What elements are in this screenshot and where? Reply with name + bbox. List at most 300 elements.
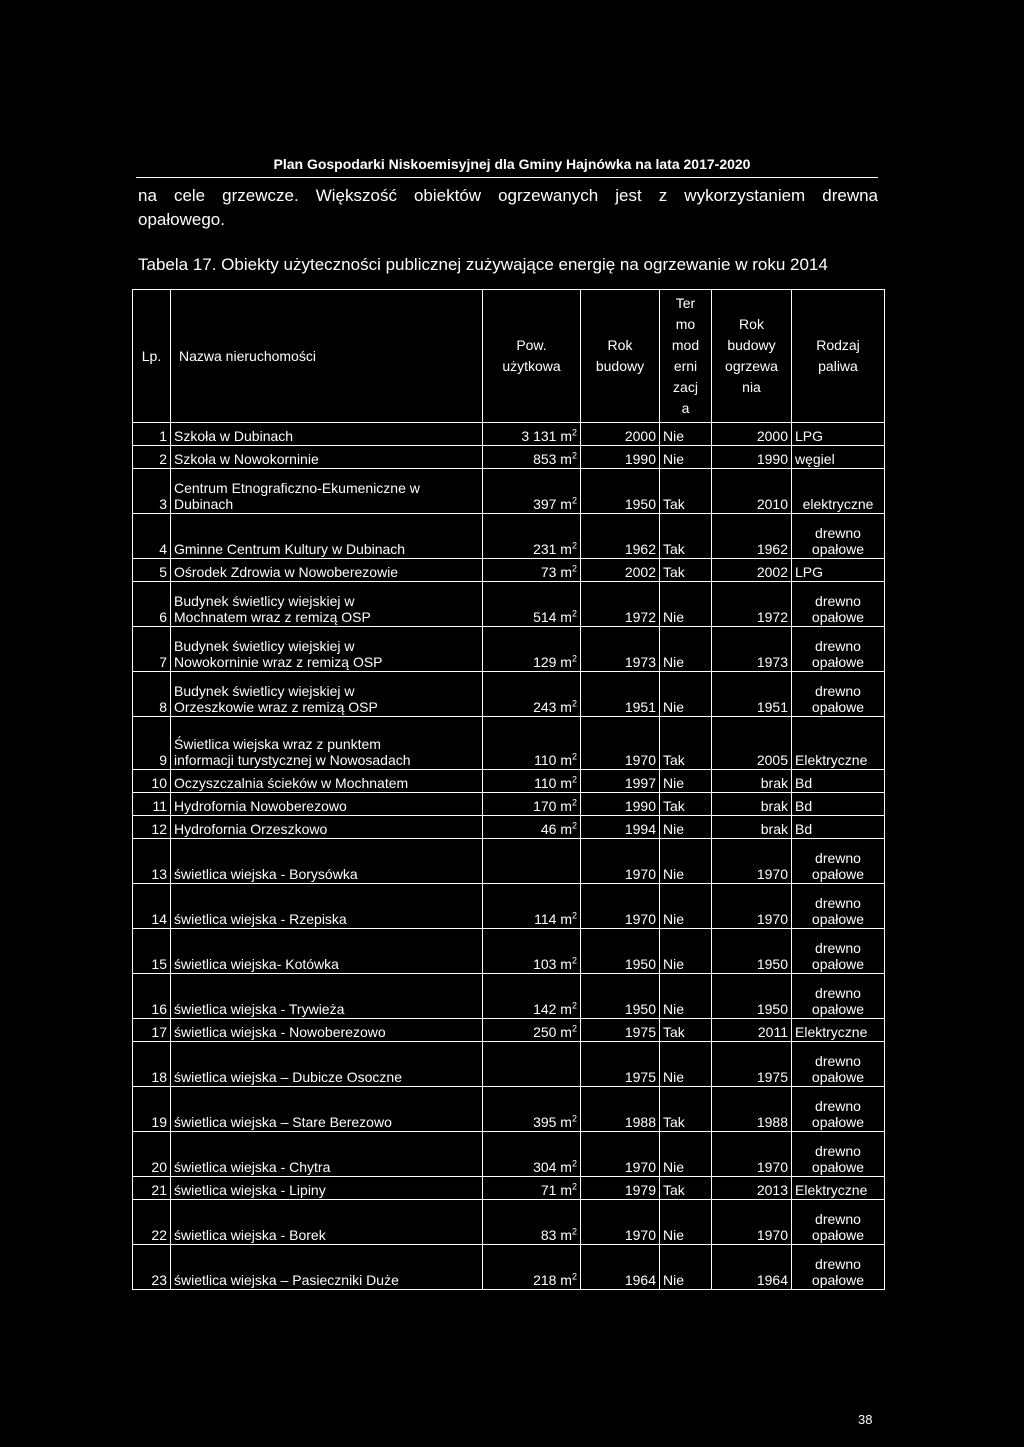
fuel-type-line-2: Elektryczne	[795, 752, 868, 768]
building-name-line-2: Dubinach	[174, 496, 234, 512]
fuel-type-line-2: opałowe	[811, 609, 865, 625]
cell-lp	[133, 423, 171, 446]
area-unit-exponent: 2	[571, 797, 577, 808]
cell-area	[483, 717, 581, 770]
area-unit-exponent: 2	[571, 820, 577, 831]
heating-year: 2011	[757, 1024, 788, 1040]
cell-lp	[133, 1019, 171, 1042]
construction-year: 1973	[624, 654, 656, 670]
cell-lp	[133, 1177, 171, 1200]
fuel-type-line-1: drewno	[815, 1098, 861, 1114]
cell-year	[581, 559, 660, 582]
table-row	[133, 559, 885, 582]
building-name-line-2: świetlica wiejska – Stare Berezowo	[174, 1114, 392, 1130]
cell-fuel	[792, 582, 885, 627]
row-number: 12	[151, 821, 167, 837]
cell-heating-year	[712, 1019, 792, 1042]
heating-year: 1951	[756, 699, 788, 715]
cell-year	[581, 582, 660, 627]
cell-fuel	[792, 717, 885, 770]
thermomodernization: Tak	[663, 752, 685, 768]
building-name-line-2: świetlica wiejska - Borek	[174, 1227, 326, 1243]
thermomodernization: Nie	[663, 1159, 685, 1175]
fuel-type-line-2: opałowe	[811, 1227, 865, 1243]
fuel-type-line-2: opałowe	[811, 911, 865, 927]
cell-name	[171, 884, 483, 929]
cell-thermo	[660, 672, 712, 717]
fuel-type-line-2: opałowe	[811, 956, 865, 972]
construction-year: 1950	[624, 956, 656, 972]
usable-area: 250 m	[533, 1024, 572, 1040]
thermomodernization: Nie	[663, 1227, 685, 1243]
cell-year	[581, 1177, 660, 1200]
cell-name	[171, 1042, 483, 1087]
construction-year: 1994	[624, 821, 656, 837]
cell-lp	[133, 446, 171, 469]
cell-area	[483, 839, 581, 884]
heating-year: 1972	[756, 609, 788, 625]
cell-year	[581, 839, 660, 884]
thermomodernization: Tak	[663, 1024, 685, 1040]
cell-heating-year	[712, 1042, 792, 1087]
construction-year: 1950	[624, 1001, 656, 1017]
cell-fuel	[792, 1132, 885, 1177]
building-name-line-2: świetlica wiejska – Dubicze Osoczne	[174, 1069, 402, 1085]
row-number: 4	[159, 541, 167, 557]
thermomodernization: Nie	[663, 821, 685, 837]
row-number: 3	[159, 496, 167, 512]
heating-year: 2013	[756, 1182, 788, 1198]
cell-name	[171, 1200, 483, 1245]
building-name-line-2: Nowokorninie wraz z remizą OSP	[174, 654, 383, 670]
usable-area: 103 m	[533, 956, 572, 972]
row-number: 9	[159, 752, 167, 768]
thermomodernization: Nie	[663, 451, 685, 467]
table-row	[133, 770, 885, 793]
cell-name	[171, 514, 483, 559]
thermomodernization: Nie	[663, 866, 685, 882]
cell-fuel	[792, 929, 885, 974]
heating-year: 1975	[756, 1069, 788, 1085]
cell-heating-year	[712, 770, 792, 793]
cell-name	[171, 627, 483, 672]
cell-lp	[133, 839, 171, 884]
cell-fuel	[792, 839, 885, 884]
usable-area: 71 m	[540, 1182, 572, 1198]
table-caption: Tabela 17. Obiekty użyteczności publicznej zużywające energię na ogrzewanie w roku 2014	[138, 255, 828, 274]
cell-lp	[133, 1042, 171, 1087]
row-number: 7	[159, 654, 167, 670]
construction-year: 1990	[624, 798, 656, 814]
area-unit-exponent: 2	[571, 955, 577, 966]
thermomodernization: Tak	[663, 541, 685, 557]
heating-year: 2005	[756, 752, 788, 768]
table-row	[133, 839, 885, 884]
cell-fuel	[792, 884, 885, 929]
cell-area	[483, 559, 581, 582]
fuel-type-line-2: elektryczne	[802, 496, 874, 512]
usable-area: 73 m	[540, 564, 572, 580]
cell-thermo	[660, 1042, 712, 1087]
usable-area: 83 m	[540, 1227, 572, 1243]
heating-year: 1988	[756, 1114, 788, 1130]
cell-name	[171, 1132, 483, 1177]
cell-thermo	[660, 1177, 712, 1200]
cell-thermo	[660, 1200, 712, 1245]
cell-name	[171, 582, 483, 627]
fuel-type-line-1: drewno	[815, 525, 861, 541]
construction-year: 1975	[624, 1069, 656, 1085]
area-unit-exponent: 2	[571, 1023, 577, 1034]
page-number: 38	[858, 1412, 873, 1427]
fuel-type-line-1: drewno	[815, 638, 861, 654]
usable-area: 853 m	[533, 451, 572, 467]
table-row	[133, 627, 885, 672]
cell-year	[581, 1087, 660, 1132]
fuel-type-line-2: Bd	[795, 775, 813, 791]
building-name-line-1: Świetlica wiejska wraz z punktem	[174, 736, 381, 752]
construction-year: 1950	[624, 496, 656, 512]
building-name-line-2: informacji turystycznej w Nowosadach	[174, 752, 411, 768]
usable-area: 129 m	[533, 654, 572, 670]
cell-thermo	[660, 514, 712, 559]
thermomodernization: Nie	[663, 775, 685, 791]
thermomodernization: Tak	[663, 1182, 685, 1198]
table-row	[133, 929, 885, 974]
heating-year: brak	[760, 821, 788, 837]
thermomodernization: Nie	[663, 699, 685, 715]
cell-area	[483, 1042, 581, 1087]
table-row	[133, 514, 885, 559]
construction-year: 1964	[624, 1272, 656, 1288]
cell-year	[581, 816, 660, 839]
row-number: 21	[151, 1182, 167, 1198]
fuel-type-line-2: opałowe	[811, 699, 865, 715]
cell-fuel	[792, 1087, 885, 1132]
usable-area: 514 m	[533, 609, 572, 625]
row-number: 16	[151, 1001, 167, 1017]
usable-area: 3 131 m	[521, 428, 572, 444]
building-name-line-2: Mochnatem wraz z remizą OSP	[174, 609, 371, 625]
construction-year: 1962	[624, 541, 656, 557]
building-name-line-2: świetlica wiejska - Chytra	[174, 1159, 331, 1175]
fuel-type-line-1: drewno	[815, 1053, 861, 1069]
row-number: 5	[159, 564, 167, 580]
fuel-type-line-2: węgiel	[795, 451, 835, 467]
cell-heating-year	[712, 974, 792, 1019]
cell-area	[483, 423, 581, 446]
cell-heating-year	[712, 793, 792, 816]
cell-lp	[133, 974, 171, 1019]
construction-year: 1997	[624, 775, 656, 791]
cell-thermo	[660, 717, 712, 770]
cell-heating-year	[712, 1245, 792, 1290]
cell-heating-year	[712, 559, 792, 582]
usable-area: 142 m	[533, 1001, 572, 1017]
usable-area: 231 m	[533, 541, 572, 557]
cell-area	[483, 1245, 581, 1290]
cell-year	[581, 717, 660, 770]
cell-fuel	[792, 1245, 885, 1290]
building-name-line-1: Oczyszczalnia ścieków w Mochnatem	[174, 775, 409, 791]
construction-year: 1979	[624, 1182, 656, 1198]
cell-area	[483, 627, 581, 672]
usable-area: 397 m	[533, 496, 572, 512]
cell-thermo	[660, 469, 712, 514]
row-number: 20	[151, 1159, 167, 1175]
cell-heating-year	[712, 1132, 792, 1177]
heating-year: 1964	[756, 1272, 788, 1288]
cell-year	[581, 793, 660, 816]
cell-year	[581, 1042, 660, 1087]
cell-thermo	[660, 1019, 712, 1042]
row-number: 17	[151, 1024, 167, 1040]
cell-fuel	[792, 816, 885, 839]
fuel-type-line-1: drewno	[815, 1211, 861, 1227]
cell-area	[483, 929, 581, 974]
cell-lp	[133, 793, 171, 816]
table-row	[133, 884, 885, 929]
row-number: 23	[151, 1272, 167, 1288]
table-row	[133, 1042, 885, 1087]
cell-lp	[133, 559, 171, 582]
heating-year: 1950	[756, 1001, 788, 1017]
construction-year: 1970	[624, 911, 656, 927]
fuel-type-line-2: Elektryczne	[795, 1182, 868, 1198]
cell-name	[171, 717, 483, 770]
heating-year: 1970	[756, 1159, 788, 1175]
usable-area: 304 m	[533, 1159, 572, 1175]
thermomodernization: Tak	[663, 564, 685, 580]
building-name-line-1: Ośrodek Zdrowia w Nowoberezowie	[174, 564, 399, 580]
usable-area: 170 m	[533, 798, 572, 814]
thermomodernization: Nie	[663, 609, 685, 625]
cell-area	[483, 446, 581, 469]
cell-name	[171, 839, 483, 884]
cell-name	[171, 469, 483, 514]
row-number: 14	[151, 911, 167, 927]
cell-area	[483, 884, 581, 929]
cell-heating-year	[712, 929, 792, 974]
cell-fuel	[792, 770, 885, 793]
col-header-heating-year: Rok budowy ogrzewa nia	[712, 290, 792, 423]
area-unit-exponent: 2	[571, 540, 577, 551]
cell-year	[581, 1245, 660, 1290]
area-unit-exponent: 2	[571, 427, 577, 438]
cell-area	[483, 514, 581, 559]
heating-year: 1973	[756, 654, 788, 670]
fuel-type-line-1: drewno	[815, 895, 861, 911]
cell-name	[171, 793, 483, 816]
area-unit-exponent: 2	[571, 450, 577, 461]
thermomodernization: Nie	[663, 428, 685, 444]
cell-heating-year	[712, 816, 792, 839]
table-row	[133, 1177, 885, 1200]
cell-thermo	[660, 770, 712, 793]
cell-year	[581, 514, 660, 559]
cell-fuel	[792, 469, 885, 514]
fuel-type-line-2: Bd	[795, 798, 813, 814]
cell-name	[171, 1087, 483, 1132]
row-number: 8	[159, 699, 167, 715]
building-name-line-2: świetlica wiejska - Trywieża	[174, 1001, 345, 1017]
thermomodernization: Nie	[663, 1001, 685, 1017]
cell-name	[171, 1177, 483, 1200]
building-name-line-1: Budynek świetlicy wiejskiej w	[174, 638, 355, 654]
cell-fuel	[792, 672, 885, 717]
usable-area: 243 m	[533, 699, 572, 715]
cell-name	[171, 929, 483, 974]
cell-thermo	[660, 974, 712, 1019]
intro-line-1: na cele grzewcze. Większość obiektów ogrzewanych jest z wykorzystaniem drewna	[138, 186, 878, 205]
area-unit-exponent: 2	[571, 608, 577, 619]
cell-year	[581, 423, 660, 446]
cell-lp	[133, 770, 171, 793]
cell-area	[483, 1132, 581, 1177]
building-name-line-1: Centrum Etnograficzno-Ekumeniczne w	[174, 480, 420, 496]
construction-year: 1975	[624, 1024, 656, 1040]
cell-year	[581, 974, 660, 1019]
cell-heating-year	[712, 469, 792, 514]
thermomodernization: Nie	[663, 654, 685, 670]
table-row	[133, 1019, 885, 1042]
fuel-type-line-1: drewno	[815, 593, 861, 609]
building-name-line-1: Budynek świetlicy wiejskiej w	[174, 593, 355, 609]
fuel-type-line-1: drewno	[815, 850, 861, 866]
cell-heating-year	[712, 582, 792, 627]
cell-lp	[133, 816, 171, 839]
heating-year: 1950	[756, 956, 788, 972]
cell-area	[483, 1177, 581, 1200]
fuel-type-line-1: drewno	[815, 985, 861, 1001]
cell-lp	[133, 627, 171, 672]
cell-year	[581, 1200, 660, 1245]
document-header-title: Plan Gospodarki Niskoemisyjnej dla Gminy Hajnówka na lata 2017-2020	[273, 156, 751, 172]
cell-name	[171, 446, 483, 469]
fuel-type-line-2: Bd	[795, 821, 813, 837]
building-name-line-2: Gminne Centrum Kultury w Dubinach	[174, 541, 406, 557]
building-name-line-1: Szkoła w Nowokorninie	[174, 451, 319, 467]
usable-area: 110 m	[534, 752, 572, 768]
building-name-line-2: świetlica wiejska - Borysówka	[174, 866, 358, 882]
cell-fuel	[792, 446, 885, 469]
cell-year	[581, 672, 660, 717]
cell-heating-year	[712, 1177, 792, 1200]
cell-name	[171, 423, 483, 446]
cell-year	[581, 770, 660, 793]
building-name-line-1: świetlica wiejska - Nowoberezowo	[174, 1024, 386, 1040]
cell-lp	[133, 1245, 171, 1290]
building-name-line-2: Orzeszkowie wraz z remizą OSP	[174, 699, 378, 715]
cell-area	[483, 469, 581, 514]
cell-lp	[133, 514, 171, 559]
usable-area: 218 m	[533, 1272, 572, 1288]
area-unit-exponent: 2	[571, 1113, 577, 1124]
row-number: 22	[151, 1227, 167, 1243]
cell-name	[171, 816, 483, 839]
cell-heating-year	[712, 1200, 792, 1245]
usable-area: 395 m	[533, 1114, 572, 1130]
area-unit-exponent: 2	[571, 751, 577, 762]
fuel-type-line-2: opałowe	[811, 866, 865, 882]
cell-name	[171, 1245, 483, 1290]
fuel-type-line-1: drewno	[815, 1143, 861, 1159]
col-header-year: Rok budowy	[581, 290, 660, 423]
area-unit-exponent: 2	[571, 1000, 577, 1011]
row-number: 6	[159, 609, 167, 625]
fuel-type-line-2: opałowe	[811, 541, 865, 557]
cell-lp	[133, 1087, 171, 1132]
cell-thermo	[660, 423, 712, 446]
thermomodernization: Nie	[663, 1069, 685, 1085]
construction-year: 1970	[624, 1159, 656, 1175]
fuel-type-line-1: drewno	[815, 940, 861, 956]
fuel-type-line-2: LPG	[795, 428, 824, 444]
area-unit-exponent: 2	[571, 495, 577, 506]
fuel-type-line-2: LPG	[795, 564, 824, 580]
cell-lp	[133, 672, 171, 717]
col-header-area: Pow. użytkowa	[483, 290, 581, 423]
cell-thermo	[660, 559, 712, 582]
thermomodernization: Nie	[663, 911, 685, 927]
cell-area	[483, 672, 581, 717]
cell-lp	[133, 1132, 171, 1177]
building-name-line-2: świetlica wiejska – Pasieczniki Duże	[174, 1272, 399, 1288]
cell-thermo	[660, 793, 712, 816]
fuel-type-line-2: opałowe	[811, 1159, 865, 1175]
cell-area	[483, 582, 581, 627]
heating-year: 1962	[756, 541, 788, 557]
construction-year: 1970	[624, 866, 656, 882]
area-unit-exponent: 2	[571, 1271, 577, 1282]
table-row	[133, 974, 885, 1019]
cell-heating-year	[712, 1087, 792, 1132]
table-row	[133, 717, 885, 770]
table-row	[133, 816, 885, 839]
thermomodernization: Tak	[663, 496, 685, 512]
cell-area	[483, 816, 581, 839]
cell-heating-year	[712, 839, 792, 884]
usable-area: 46 m	[540, 821, 572, 837]
cell-fuel	[792, 974, 885, 1019]
thermomodernization: Tak	[663, 798, 685, 814]
area-unit-exponent: 2	[571, 1226, 577, 1237]
table-row	[133, 793, 885, 816]
cell-lp	[133, 1200, 171, 1245]
table-row	[133, 1087, 885, 1132]
cell-heating-year	[712, 672, 792, 717]
cell-fuel	[792, 1042, 885, 1087]
construction-year: 1951	[624, 699, 656, 715]
header-rule	[136, 177, 878, 178]
fuel-type-line-1: drewno	[815, 1256, 861, 1272]
cell-name	[171, 770, 483, 793]
row-number: 10	[151, 775, 167, 791]
cell-heating-year	[712, 446, 792, 469]
intro-paragraph	[138, 184, 878, 232]
row-number: 2	[159, 451, 167, 467]
cell-lp	[133, 717, 171, 770]
cell-thermo	[660, 627, 712, 672]
col-header-thermo: Ter mo mod erni zacj a	[660, 290, 712, 423]
heating-year: 2002	[756, 564, 788, 580]
construction-year: 1990	[624, 451, 656, 467]
cell-name	[171, 559, 483, 582]
cell-area	[483, 1200, 581, 1245]
cell-name	[171, 974, 483, 1019]
cell-heating-year	[712, 717, 792, 770]
cell-name	[171, 1019, 483, 1042]
